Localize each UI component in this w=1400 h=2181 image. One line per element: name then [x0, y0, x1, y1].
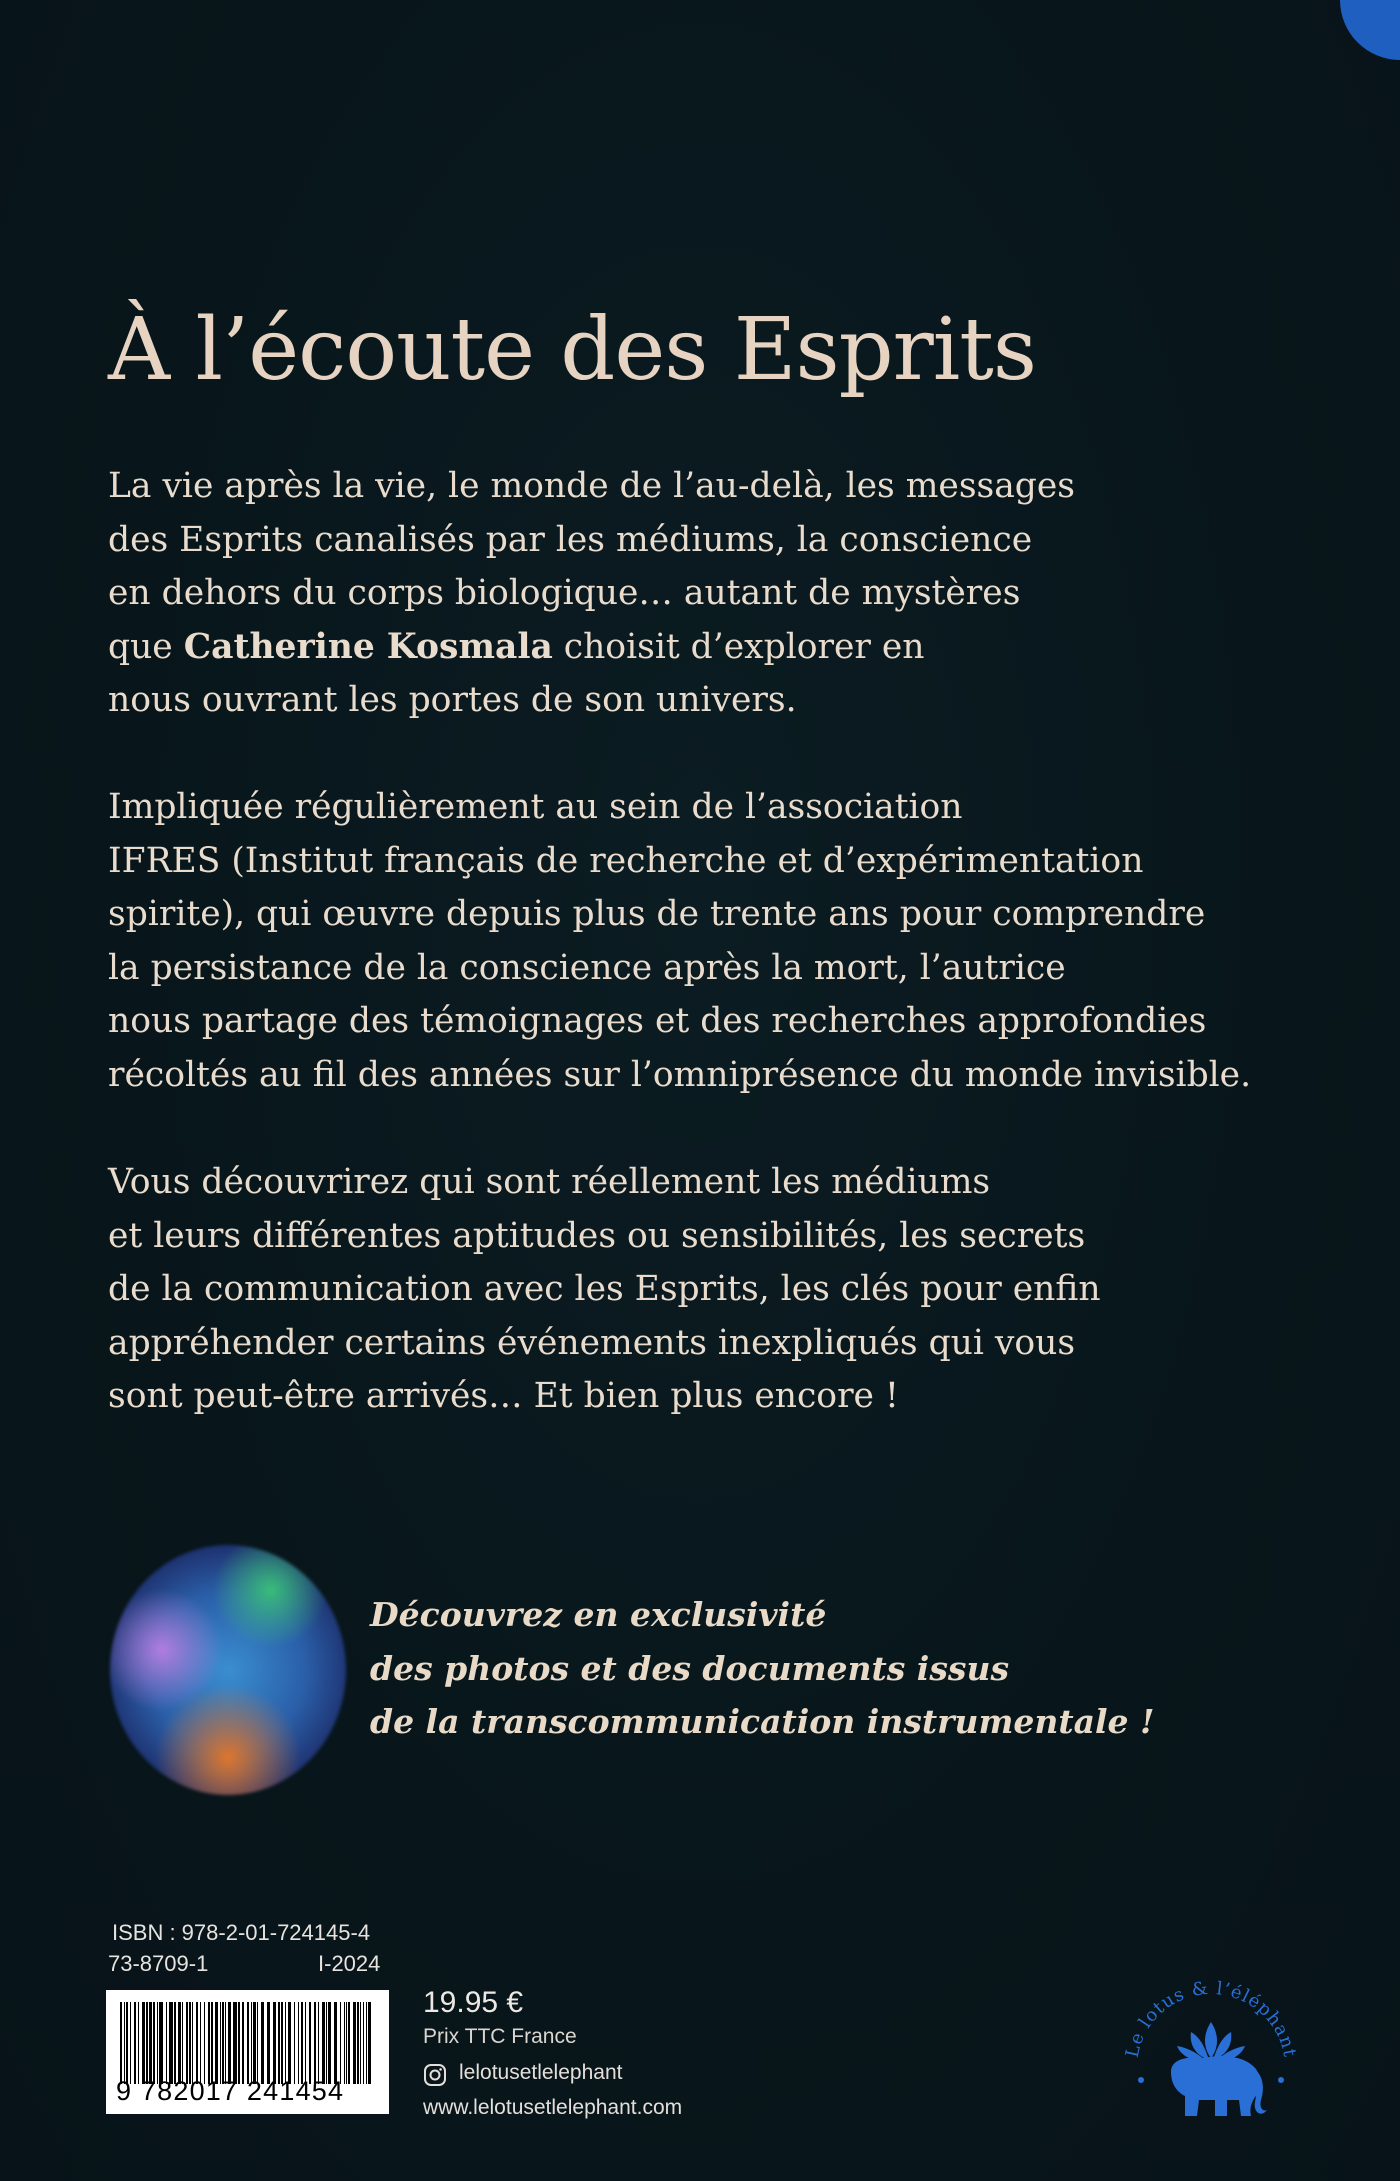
barcode-bar — [182, 2002, 183, 2084]
barcode — [106, 1990, 389, 2114]
barcode-bar — [334, 2002, 337, 2084]
instagram-handle: lelotusetlelephant — [459, 2061, 623, 2084]
barcode-bar — [368, 2002, 371, 2084]
barcode-bar — [340, 2002, 341, 2084]
description-paragraph-3 — [108, 1156, 1358, 1424]
price: 19.95 € — [423, 1986, 524, 2019]
barcode-bar — [215, 2002, 218, 2084]
barcode-bar — [186, 2002, 188, 2084]
barcode-bar — [166, 2002, 167, 2084]
product-code: 73-8709-1 — [108, 1951, 209, 1976]
text-line: sont peut-être arrivés… Et bien plus encore ! — [108, 1376, 899, 1416]
barcode-bar — [322, 2002, 325, 2084]
barcode-bar — [261, 2002, 264, 2084]
barcode-bar — [253, 2002, 256, 2084]
author-name: Catherine Kosmala — [183, 626, 553, 667]
barcode-bar — [346, 2002, 347, 2084]
barcode-bar — [273, 2002, 276, 2084]
barcode-bar — [204, 2002, 205, 2084]
barcode-bar — [247, 2002, 249, 2084]
barcode-bar — [228, 2002, 231, 2084]
barcode-bar — [146, 2002, 148, 2084]
text-fragment: que — [108, 626, 184, 667]
barcode-bar — [174, 2002, 176, 2084]
promo-line: Découvrez en exclusivité — [370, 1595, 827, 1634]
barcode-bar — [233, 2002, 237, 2084]
website-link[interactable]: www.lelotusetlelephant.com — [423, 2096, 683, 2119]
barcode-bar — [120, 2002, 122, 2084]
lotus-elephant-logo — [1111, 1960, 1311, 2160]
barcode-bar — [126, 2002, 128, 2084]
barcode-bar — [225, 2002, 226, 2084]
barcode-bar — [178, 2002, 181, 2084]
barcode-bar — [326, 2002, 327, 2084]
barcode-bar — [348, 2002, 350, 2084]
barcode-bar — [169, 2002, 173, 2084]
corner-accent — [1340, 0, 1400, 60]
barcode-bar — [294, 2002, 295, 2084]
barcode-bar — [222, 2002, 224, 2084]
barcode-bar — [208, 2002, 210, 2084]
barcode-bar — [357, 2002, 359, 2084]
text-line: la persistance de la conscience après la mort, l’autrice — [108, 947, 1066, 988]
text-line: La vie après la vie, le monde de l’au-delà, les messages — [108, 466, 1076, 506]
barcode-bar — [301, 2002, 303, 2084]
barcode-bar — [309, 2002, 311, 2084]
barcode-bar — [328, 2002, 331, 2084]
text-line: nous ouvrant les portes de son univers. — [108, 680, 797, 720]
text-line: et leurs différentes aptitudes ou sensibilités, les secrets — [108, 1215, 1086, 1256]
text-line: IFRES (Institut français de recherche et d’expérimentation — [108, 840, 1144, 881]
barcode-bar — [159, 2002, 163, 2084]
price-note: Prix TTC France — [423, 2025, 577, 2048]
barcode-bar — [305, 2002, 306, 2084]
barcode-bar — [298, 2002, 299, 2084]
barcode-bar — [278, 2002, 280, 2084]
barcode-bar — [189, 2002, 191, 2084]
barcode-bar — [124, 2002, 125, 2084]
barcode-bar — [366, 2002, 367, 2084]
text-line: nous partage des témoignages et des recherches approfondies — [108, 1001, 1207, 1041]
text-fragment: choisit d’explorer en — [552, 626, 925, 667]
barcode-bar — [149, 2002, 152, 2084]
description-paragraph-1 — [108, 460, 1358, 728]
barcode-bar — [314, 2002, 316, 2084]
barcode-bar — [138, 2002, 139, 2084]
barcode-bar — [353, 2002, 356, 2084]
barcode-bar — [285, 2002, 286, 2084]
promo-line: des photos et des documents issus — [370, 1648, 1010, 1688]
barcode-bar — [267, 2002, 270, 2084]
barcode-bar — [242, 2002, 244, 2084]
barcode-bar — [192, 2002, 193, 2084]
promo-line: de la transcommunication instrumentale ! — [370, 1702, 1155, 1741]
barcode-digits: 9 782017 241454 — [116, 2076, 345, 2106]
barcode-bar — [196, 2002, 198, 2084]
barcode-bar — [200, 2002, 201, 2084]
barcode-bar — [360, 2002, 361, 2084]
barcode-bars — [120, 2002, 375, 2084]
book-title: À l’écoute des Esprits — [108, 300, 1036, 400]
text-line: appréhender certains événements inexpliqués qui vous — [108, 1322, 1076, 1363]
barcode-bar — [251, 2002, 252, 2084]
barcode-bar — [134, 2002, 136, 2084]
text-line: en dehors du corps biologique… autant de mystères — [108, 573, 1021, 613]
barcode-bar — [318, 2002, 319, 2084]
description-paragraph-2 — [108, 781, 1358, 1102]
barcode-bar — [257, 2002, 258, 2084]
text-line-with-author — [108, 621, 1358, 675]
text-line: spirite), qui œuvre depuis plus de trente ans pour comprendre — [108, 894, 1206, 934]
text-line: Impliquée régulièrement au sein de l’association — [108, 787, 963, 827]
text-line: Vous découvrirez qui sont réellement les médiums — [108, 1162, 991, 1202]
edition-code: I-2024 — [318, 1951, 381, 1976]
barcode-bar — [344, 2002, 345, 2084]
spirit-orb-image — [110, 1545, 346, 1795]
text-line: de la communication avec les Esprits, les clés pour enfin — [108, 1269, 1101, 1309]
barcode-bar — [363, 2002, 364, 2084]
barcode-bar — [157, 2002, 158, 2084]
barcode-bar — [220, 2002, 221, 2084]
promo-text — [370, 1588, 1155, 1749]
barcode-bar — [211, 2002, 213, 2084]
logo-text: Le lotus & l’éléphant — [1121, 1977, 1301, 2060]
barcode-bar — [281, 2002, 283, 2084]
barcode-bar — [130, 2002, 131, 2084]
text-line: récoltés au fil des années sur l’omniprésence du monde invisible. — [108, 1054, 1252, 1095]
text-line: des Esprits canalisés par les médiums, la conscience — [108, 519, 1033, 560]
barcode-bar — [142, 2002, 145, 2084]
barcode-bar — [153, 2002, 155, 2084]
barcode-bar — [238, 2002, 240, 2084]
barcode-bar — [288, 2002, 291, 2084]
isbn-number: ISBN : 978-2-01-724145-4 — [112, 1920, 371, 1945]
instagram-icon — [423, 2063, 447, 2087]
